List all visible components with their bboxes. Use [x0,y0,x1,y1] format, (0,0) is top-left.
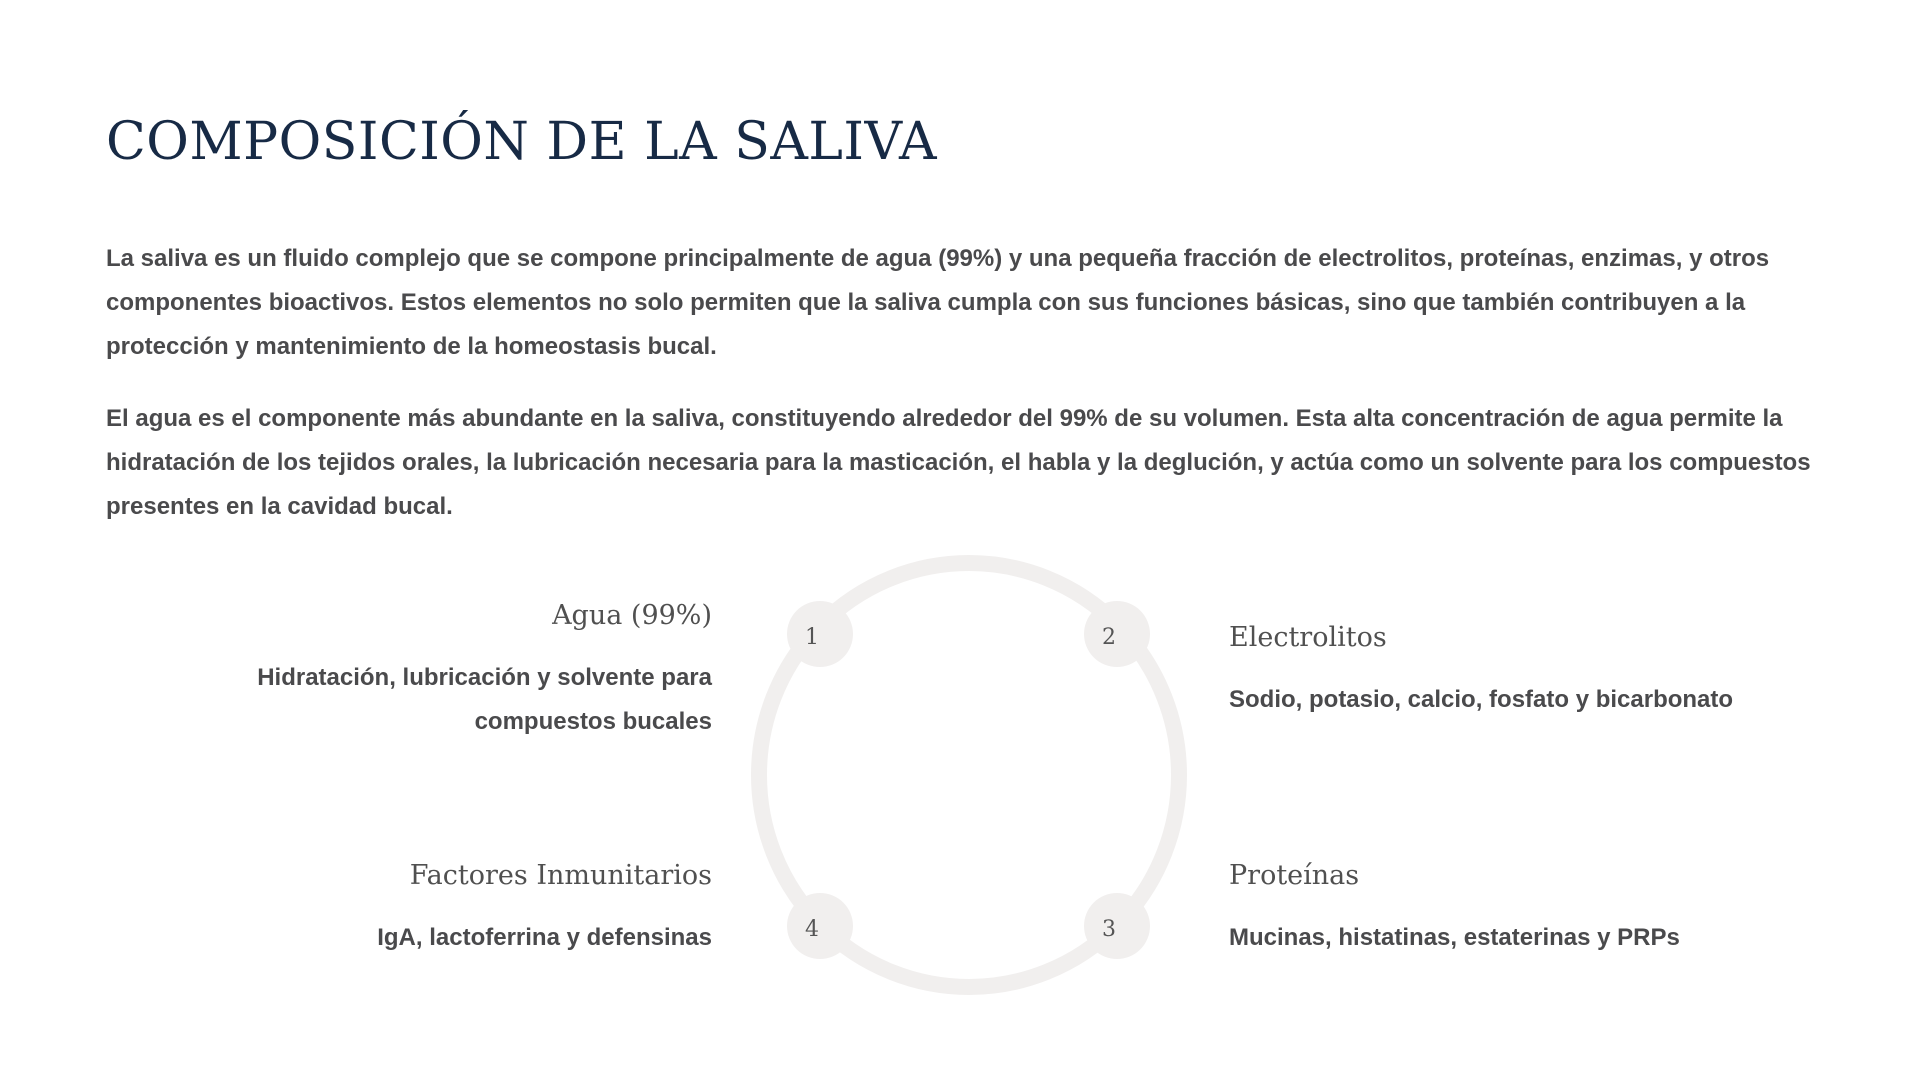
component-title: Factores Inmunitarios [409,860,712,891]
component-electrolytes [1229,620,1733,722]
component-title: Agua (99%) [552,600,712,631]
water-paragraph: El agua es el componente más abundante en la saliva, constituyendo alrededor del 99% de su volumen. Esta alta concentración de agua permite la hidratación de los tejidos orales, la lubricación necesaria para la masticación, el habla y la deglución, y actúa como un solvente para los compuestos presentes en la cavidad bucal. [106,405,1811,520]
step-node-2 [1084,601,1150,667]
step-number: 2 [1102,624,1116,650]
component-proteins [1229,858,1680,960]
slide-title: COMPOSICIÓN DE LA SALIVA [106,112,938,172]
step-number: 4 [805,916,819,942]
component-title: Proteínas [1229,860,1360,891]
step-number: 1 [805,624,819,650]
step-node-4 [787,893,853,959]
component-description: Mucinas, histatinas, estaterinas y PRPs [1229,924,1680,951]
step-node-3 [1084,893,1150,959]
step-node-1 [787,601,853,667]
component-description: Hidratación, lubricación y solvente para compuestos bucales [257,664,712,735]
component-water [192,598,712,744]
component-description: IgA, lactoferrina y defensinas [377,924,712,951]
component-immune-factors [192,858,712,960]
component-description: Sodio, potasio, calcio, fosfato y bicarbonato [1229,686,1734,713]
step-number: 3 [1102,916,1116,942]
intro-paragraph: La saliva es un fluido complejo que se compone principalmente de agua (99%) y una pequeña fracción de electrolitos, proteínas, enzimas, y otros componentes bioactivos. Estos elementos no solo permiten que la saliva cumpla con sus funciones básicas, sino que también contribuyen a la protección y mantenimiento de la homeostasis bucal. [106,245,1770,360]
component-title: Electrolitos [1229,622,1387,653]
